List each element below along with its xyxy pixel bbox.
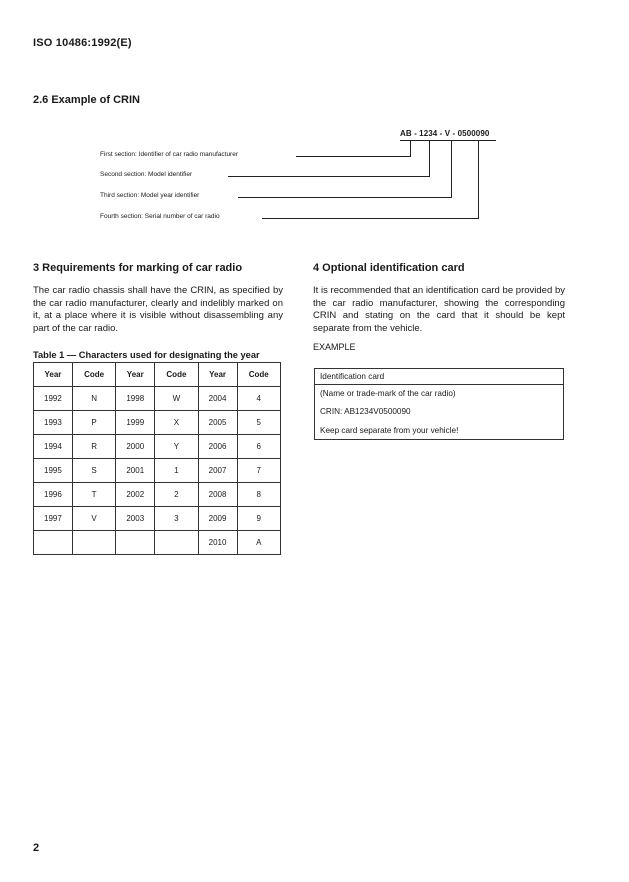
table-cell: 1999: [116, 411, 155, 435]
section-4-body: It is recommended that an identification card be provided by the car radio manufacturer, showing the corresponding CRIN and stating on the card that it should be kept separate from the vehicle.: [313, 285, 565, 334]
card-crin-line: CRIN: AB1234V0500090: [320, 407, 411, 416]
card-warning-line: Keep card separate from your vehicle!: [320, 426, 459, 435]
table-row: [34, 507, 281, 531]
table-cell: 5: [237, 411, 281, 435]
table-cell: X: [155, 411, 198, 435]
table-cell: R: [72, 435, 115, 459]
leader-third-section: [238, 197, 452, 198]
document-header: ISO 10486:1992(E): [33, 37, 132, 49]
table-row: [34, 411, 281, 435]
table-cell: 1: [155, 459, 198, 483]
card-name-line: (Name or trade-mark of the car radio): [320, 389, 456, 398]
label-fourth-section: Fourth section: Serial number of car radio: [100, 213, 220, 220]
table-cell: 4: [237, 387, 281, 411]
table-cell: 2005: [198, 411, 237, 435]
table-cell: 2000: [116, 435, 155, 459]
table-cell: [116, 531, 155, 555]
connector-first-vertical: [410, 140, 411, 156]
table-row: [34, 483, 281, 507]
label-third-section: Third section: Model year identifier: [100, 192, 200, 199]
column-header: Year: [34, 363, 73, 387]
table-cell: 1998: [116, 387, 155, 411]
page-number: 2: [33, 842, 40, 854]
table-cell: S: [72, 459, 115, 483]
section-3-heading: 3 Requirements for marking of car radio: [33, 262, 243, 274]
connector-third-vertical: [451, 140, 452, 197]
leader-second-section: [228, 176, 430, 177]
table-cell: Y: [155, 435, 198, 459]
section-3-body: The car radio chassis shall have the CRIN, as specified by the car radio manufacturer, clearly and indelibly marked on it, at a place where it is visible without disassembling any part of the car radio.: [33, 285, 283, 334]
table-cell: [155, 531, 198, 555]
table-cell: V: [72, 507, 115, 531]
connector-second-vertical: [429, 140, 430, 176]
table-cell: 1993: [34, 411, 73, 435]
table-cell: N: [72, 387, 115, 411]
table-cell: 2001: [116, 459, 155, 483]
table-cell: 6: [237, 435, 281, 459]
column-header: Code: [237, 363, 281, 387]
card-divider: [315, 384, 563, 385]
connector-fourth-vertical: [478, 140, 479, 218]
section-2-6-heading: 2.6 Example of CRIN: [33, 94, 140, 106]
year-code-table: [33, 362, 281, 555]
card-title: Identification card: [320, 372, 385, 381]
table-cell: 1994: [34, 435, 73, 459]
table-cell: 2003: [116, 507, 155, 531]
table-row: [34, 531, 281, 555]
table-cell: 1996: [34, 483, 73, 507]
table-row: [34, 435, 281, 459]
table-cell: 2007: [198, 459, 237, 483]
table-cell: 2: [155, 483, 198, 507]
example-label: EXAMPLE: [313, 342, 356, 352]
table-cell: [72, 531, 115, 555]
crin-code-underline: [400, 140, 496, 141]
label-first-section: First section: Identifier of car radio manufacturer: [100, 151, 239, 158]
table-cell: 2008: [198, 483, 237, 507]
table-cell: A: [237, 531, 281, 555]
leader-fourth-section: [262, 218, 479, 219]
label-second-section: Second section: Model identifier: [100, 171, 193, 178]
table-cell: 2006: [198, 435, 237, 459]
column-header: Year: [116, 363, 155, 387]
table-cell: P: [72, 411, 115, 435]
column-header: Year: [198, 363, 237, 387]
table-cell: 2004: [198, 387, 237, 411]
table-cell: 2002: [116, 483, 155, 507]
leader-first-section: [296, 156, 411, 157]
identification-card: [314, 368, 564, 440]
table-cell: 1997: [34, 507, 73, 531]
table-cell: 1992: [34, 387, 73, 411]
table-cell: 2009: [198, 507, 237, 531]
column-header: Code: [72, 363, 115, 387]
section-4-heading: 4 Optional identification card: [313, 262, 465, 274]
table-cell: 9: [237, 507, 281, 531]
table-cell: 2010: [198, 531, 237, 555]
table-header-row: [34, 363, 281, 387]
column-header: Code: [155, 363, 198, 387]
table-cell: 7: [237, 459, 281, 483]
table-cell: 8: [237, 483, 281, 507]
table-cell: 1995: [34, 459, 73, 483]
table-cell: 3: [155, 507, 198, 531]
crin-example-code: AB - 1234 - V - 0500090: [400, 129, 490, 138]
table-row: [34, 459, 281, 483]
table-cell: T: [72, 483, 115, 507]
table-1-caption: Table 1 — Characters used for designating the year: [33, 350, 260, 360]
table-cell: W: [155, 387, 198, 411]
table-cell: [34, 531, 73, 555]
table-row: [34, 387, 281, 411]
